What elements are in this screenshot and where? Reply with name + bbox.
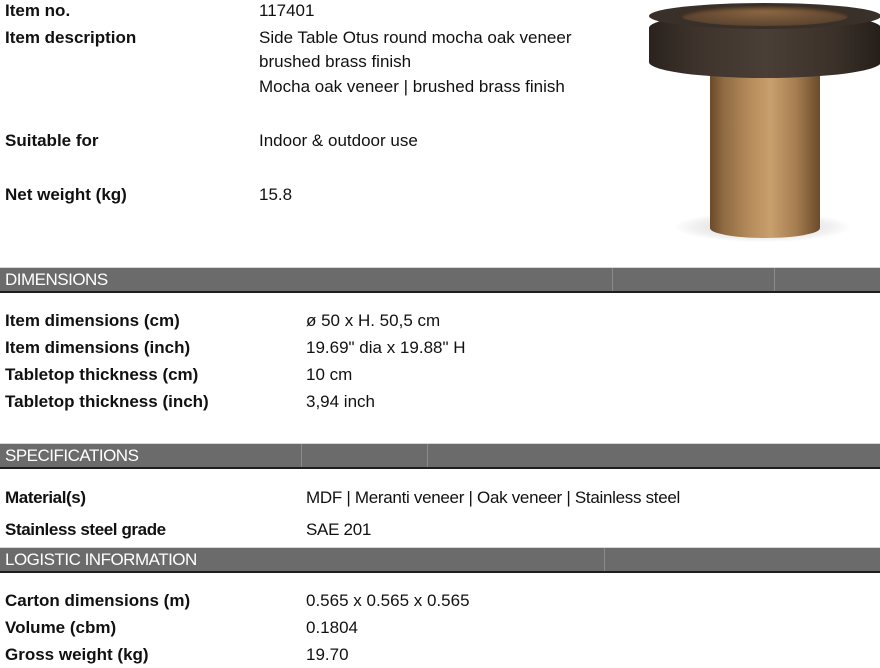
item-no-value: 117401 (259, 1, 315, 20)
gross-weight-value: 19.70 (306, 645, 349, 664)
logistic-information-section-header (0, 547, 880, 573)
section-title: SPECIFICATIONS (5, 446, 139, 465)
item-dimensions-cm-label: Item dimensions (cm) (5, 311, 180, 330)
net-weight-label: Net weight (kg) (5, 185, 127, 204)
brass-tray-inset (681, 6, 849, 26)
tabletop-thickness-cm-label: Tabletop thickness (cm) (5, 365, 199, 384)
dimensions-section-header (0, 267, 880, 293)
cell-divider (604, 548, 605, 571)
tabletop-thickness-inch-value: 3,94 inch (306, 392, 375, 411)
volume-value: 0.1804 (306, 618, 358, 637)
cell-divider (612, 268, 613, 291)
tabletop-thickness-inch-label: Tabletop thickness (inch) (5, 392, 209, 411)
net-weight-value: 15.8 (259, 185, 293, 204)
side-table-product-image (645, 0, 880, 250)
item-description-line-1: Side Table Otus round mocha oak veneer (259, 28, 572, 47)
suitable-for-label: Suitable for (5, 131, 99, 150)
stainless-steel-grade-value: SAE 201 (306, 520, 372, 539)
volume-label: Volume (cbm) (5, 618, 117, 637)
section-title: DIMENSIONS (5, 270, 108, 289)
stainless-steel-grade-label: Stainless steel grade (5, 520, 166, 539)
brass-base (710, 70, 820, 238)
cell-divider (301, 444, 302, 467)
item-no-label: Item no. (5, 1, 71, 20)
tabletop-thickness-cm-value: 10 cm (306, 365, 353, 384)
item-description-line-2: brushed brass finish (259, 52, 412, 71)
item-description-label: Item description (5, 28, 137, 47)
suitable-for-value: Indoor & outdoor use (259, 131, 418, 150)
materials-value: MDF | Meranti veneer | Oak veneer | Stainless steel (306, 488, 680, 507)
gross-weight-label: Gross weight (kg) (5, 645, 149, 664)
materials-label: Material(s) (5, 488, 86, 507)
item-dimensions-cm-value: ø 50 x H. 50,5 cm (306, 311, 441, 330)
item-dimensions-inch-label: Item dimensions (inch) (5, 338, 191, 357)
carton-dimensions-label: Carton dimensions (m) (5, 591, 191, 610)
item-dimensions-inch-value: 19.69" dia x 19.88" H (306, 338, 466, 357)
item-description-line-3: Mocha oak veneer | brushed brass finish (259, 77, 565, 96)
section-title: LOGISTIC INFORMATION (5, 550, 197, 569)
specifications-section-header (0, 443, 880, 469)
cell-divider (774, 268, 775, 291)
carton-dimensions-value: 0.565 x 0.565 x 0.565 (306, 591, 470, 610)
cell-divider (427, 444, 428, 467)
